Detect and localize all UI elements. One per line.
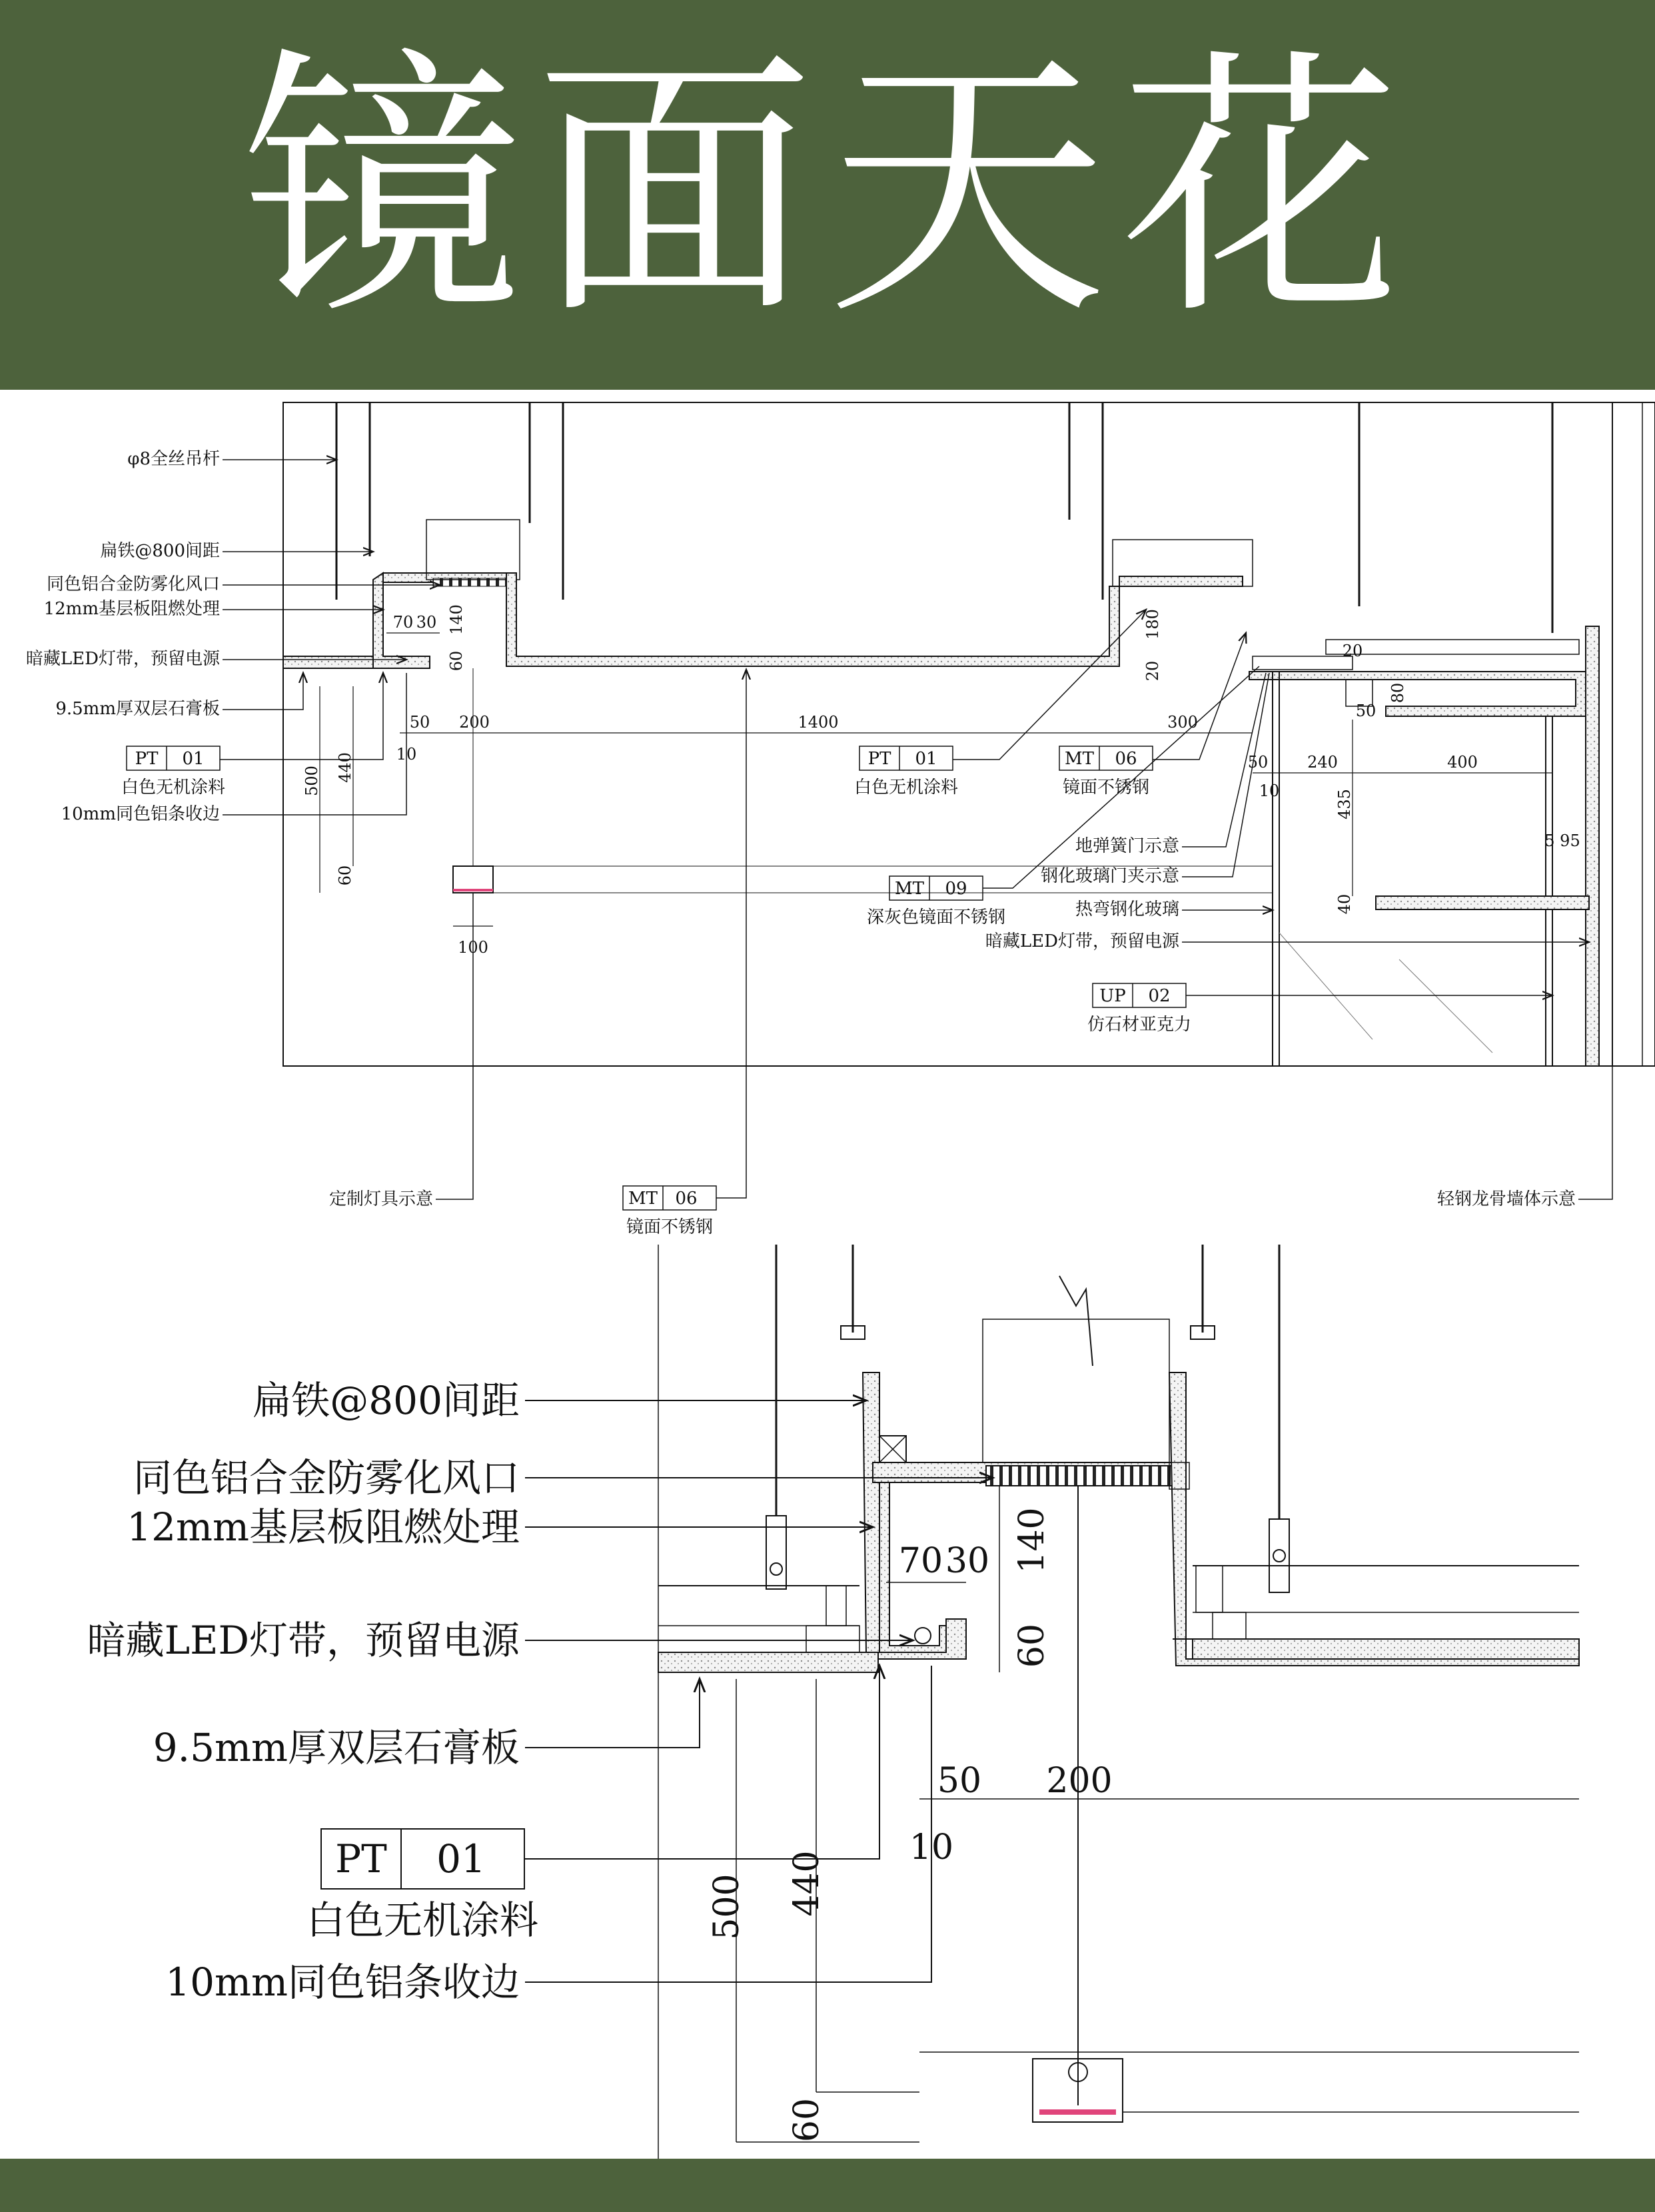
svg-text:02: 02 (1148, 986, 1171, 1006)
svg-text:PT: PT (335, 1836, 387, 1882)
big-label-gypsum: 9.5mm厚双层石膏板 (153, 1725, 520, 1770)
svg-text:01: 01 (436, 1836, 486, 1882)
label-bent-glass: 热弯钢化玻璃 (1075, 899, 1179, 919)
svg-text:10: 10 (396, 745, 417, 764)
svg-text:20: 20 (1143, 660, 1162, 682)
svg-text:06: 06 (1115, 749, 1137, 769)
svg-text:435: 435 (1335, 789, 1354, 820)
svg-text:PT: PT (135, 749, 159, 769)
label-trim: 10mm同色铝条收边 (61, 804, 220, 824)
svg-text:30: 30 (416, 613, 437, 632)
svg-text:140: 140 (447, 604, 466, 635)
svg-text:300: 300 (1167, 713, 1198, 732)
svg-text:01: 01 (182, 749, 205, 769)
label-floor-spring: 地弹簧门示意 (1075, 836, 1179, 856)
large-detail (658, 1245, 1579, 2159)
svg-text:70: 70 (898, 1541, 943, 1581)
svg-text:30: 30 (945, 1541, 990, 1581)
large-callouts (87, 1378, 993, 2005)
label-flat-iron: 扁铁@800间距 (100, 541, 220, 561)
svg-text:01: 01 (915, 749, 937, 769)
small-detail-frame (283, 402, 1655, 1066)
svg-text:80: 80 (1388, 682, 1407, 704)
label-led: 暗藏LED灯带，预留电源 (25, 649, 220, 669)
svg-text:白色无机涂料: 白色无机涂料 (853, 778, 959, 798)
svg-text:500: 500 (302, 766, 321, 796)
svg-text:白色无机涂料: 白色无机涂料 (306, 1898, 539, 1943)
svg-text:440: 440 (787, 1850, 827, 1917)
svg-text:09: 09 (945, 879, 967, 899)
svg-text:60: 60 (447, 650, 466, 672)
svg-text:240: 240 (1307, 753, 1338, 772)
svg-text:MT: MT (895, 879, 924, 899)
big-label-flat-iron: 扁铁@800间距 (253, 1378, 520, 1423)
svg-text:50: 50 (1247, 753, 1269, 772)
large-dimensions (707, 1486, 1579, 2142)
big-label-led: 暗藏LED灯带，预留电源 (87, 1618, 520, 1663)
svg-text:10: 10 (909, 1828, 954, 1868)
svg-text:50: 50 (409, 713, 430, 732)
svg-text:PT: PT (867, 749, 891, 769)
svg-text:500: 500 (707, 1874, 747, 1940)
svg-text:10: 10 (1259, 782, 1280, 800)
svg-text:180: 180 (1143, 609, 1162, 640)
svg-text:40: 40 (1335, 893, 1354, 915)
label-wall: 轻钢龙骨墙体示意 (1436, 1189, 1576, 1209)
svg-text:MT: MT (628, 1189, 658, 1209)
svg-text:06: 06 (675, 1189, 698, 1209)
big-label-vent: 同色铝合金防雾化风口 (133, 1455, 520, 1500)
svg-text:140: 140 (1012, 1507, 1052, 1574)
svg-text:100: 100 (458, 938, 488, 957)
svg-text:440: 440 (336, 752, 354, 783)
svg-text:60: 60 (787, 2097, 827, 2143)
hanger-rods (336, 402, 1552, 633)
label-vent: 同色铝合金防雾化风口 (46, 574, 220, 594)
label-board: 12mm基层板阻燃处理 (43, 599, 220, 619)
footer-bar (0, 2159, 1655, 2212)
label-led-right: 暗藏LED灯带，预留电源 (985, 931, 1179, 951)
big-label-trim: 10mm同色铝条收边 (165, 1959, 520, 2005)
svg-text:镜面不锈钢: 镜面不锈钢 (1062, 778, 1150, 798)
svg-text:5 95: 5 95 (1544, 831, 1580, 850)
svg-text:400: 400 (1447, 753, 1478, 772)
small-detail (283, 402, 1655, 1066)
svg-text:70: 70 (392, 613, 414, 632)
svg-text:60: 60 (1012, 1623, 1052, 1668)
label-glass-clamp: 钢化玻璃门夹示意 (1040, 866, 1179, 886)
svg-text:200: 200 (1046, 1761, 1113, 1801)
label-gypsum: 9.5mm厚双层石膏板 (55, 699, 220, 719)
svg-text:200: 200 (459, 713, 490, 732)
label-fixture: 定制灯具示意 (328, 1189, 433, 1209)
label-rod: φ8全丝吊杆 (127, 449, 220, 469)
svg-text:镜面不锈钢: 镜面不锈钢 (626, 1217, 714, 1237)
svg-text:20: 20 (1342, 642, 1363, 660)
svg-text:50: 50 (1355, 702, 1377, 720)
page-title: 镜面天花 (241, 27, 1414, 352)
svg-text:白色无机涂料: 白色无机涂料 (121, 778, 226, 798)
svg-text:仿石材亚克力: 仿石材亚克力 (1087, 1015, 1192, 1035)
svg-text:1400: 1400 (798, 713, 839, 732)
svg-text:UP: UP (1099, 986, 1126, 1006)
svg-text:50: 50 (937, 1761, 982, 1801)
svg-text:60: 60 (336, 865, 354, 886)
small-callouts (26, 449, 1612, 1237)
svg-text:MT: MT (1065, 749, 1094, 769)
svg-text:深灰色镜面不锈钢: 深灰色镜面不锈钢 (866, 907, 1006, 927)
big-label-board: 12mm基层板阻燃处理 (127, 1504, 520, 1550)
